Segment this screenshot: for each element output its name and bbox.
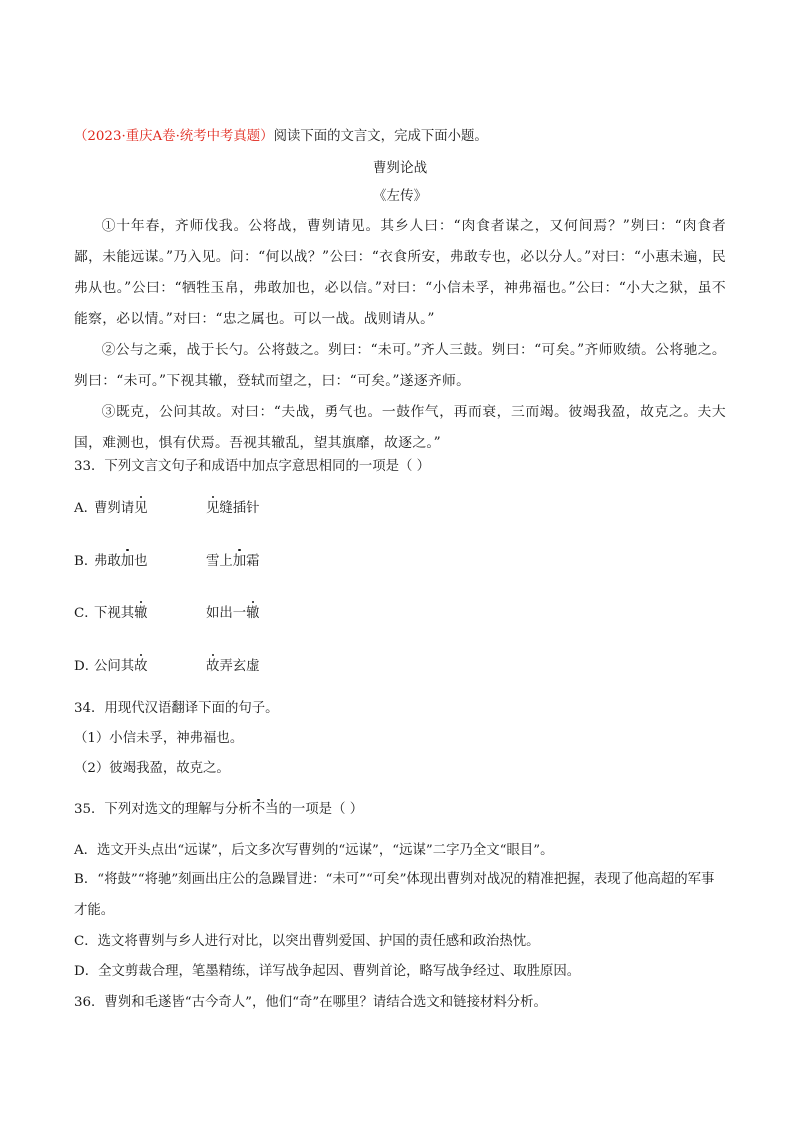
option-text: 曹刿请 xyxy=(94,501,135,516)
article-title: 曹刿论战 xyxy=(372,160,428,176)
intro-line xyxy=(74,127,488,147)
idiom-text: 霜 xyxy=(246,554,260,569)
question-33-stem: 33．下列文言文句子和成语中加点字意思相同的一项是（ ） xyxy=(74,459,431,474)
q33-option-c xyxy=(74,604,260,624)
dotted-char: 加 xyxy=(121,552,134,572)
option-text: 下视其 xyxy=(94,606,135,621)
option-letter: B． xyxy=(74,554,98,569)
q34-item-1: （1）小信未孚，神弗福也。 xyxy=(74,731,244,746)
q33-option-b xyxy=(74,552,260,572)
stem-text: 的一项是（ ） xyxy=(278,802,364,817)
question-34-stem: 34．用现代汉语翻译下面的句子。 xyxy=(74,701,279,716)
dotted-char: 当 xyxy=(265,802,279,817)
idiom-text: 雪上 xyxy=(206,554,233,569)
instruction-text: 阅读下面的文言文，完成下面小题。 xyxy=(273,129,488,144)
dotted-char: 见 xyxy=(134,499,147,519)
q33-option-d xyxy=(74,657,260,677)
dotted-char: 不 xyxy=(251,802,266,817)
q33-option-a xyxy=(74,499,260,519)
stem-text: 35．下列对选文的理解与分析 xyxy=(74,802,252,817)
article-source: 《左传》 xyxy=(372,188,428,204)
dotted-char: 故 xyxy=(134,657,147,677)
option-letter: C． xyxy=(74,606,98,621)
dotted-char: 见 xyxy=(206,499,219,519)
question-35-stem xyxy=(74,800,363,820)
dotted-char: 辙 xyxy=(134,604,147,624)
idiom-text: 缝插针 xyxy=(219,501,260,516)
idiom-text: 弄玄虚 xyxy=(219,659,260,674)
exam-source: （2023·重庆A卷·统考中考真题） xyxy=(74,129,274,144)
option-letter: D． xyxy=(74,659,99,674)
dotted-char: 辙 xyxy=(246,604,259,624)
article-paragraph-1: ①十年春，齐师伐我。公将战，曹刿请见。其乡人曰：“肉食者谋之，又何间焉？”刿曰：“肉食者鄙，未能远谋。”乃入见。问：“何以战？”公曰：“衣食所安，弗敢专也，必以分人。”对曰：“小惠未遍，民弗从也。”公曰：“牺牲玉帛，弗敢加也，必以信。”对曰：“小信未孚，神弗福也。”公曰：“小大之狱，虽不能察，必以情。”对曰：“忠之属也。可以一战。战则请从。” xyxy=(74,218,726,327)
option-text: 弗敢 xyxy=(94,554,121,569)
article-paragraph-3: ③既克，公问其故。对曰：“夫战，勇气也。一鼓作气，再而衰，三而竭。彼竭我盈，故克之。夫大国，难测也，惧有伏焉。吾视其辙乱，望其旗靡，故逐之。” xyxy=(74,404,726,451)
q34-item-2: （2）彼竭我盈，故克之。 xyxy=(74,761,230,776)
option-text: 公问其 xyxy=(94,659,135,674)
q35-option-b: B．“将鼓”“将驰”刻画出庄公的急躁冒进：“未可”“可矣”体现出曹刿对战况的精准把握，表现了他高超的军事才能。 xyxy=(74,872,715,918)
q35-option-a: A．选文开头点出“远谋”，后文多次写曹刿的“远谋”，“远谋”二字乃全文“眼目”。 xyxy=(74,843,554,858)
q35-option-d: D．全文剪裁合理，笔墨精练，详写战争起因、曹刿首论，略写战争经过、取胜原因。 xyxy=(74,964,581,979)
option-text: 也 xyxy=(134,554,148,569)
idiom-text: 如出一 xyxy=(206,606,247,621)
dotted-char: 故 xyxy=(206,657,219,677)
article-paragraph-2: ②公与之乘，战于长勺。公将鼓之。刿曰：“未可。”齐人三鼓。刿曰：“可矣。”齐师败绩。公将驰之。刿曰：“未可。”下视其辙，登轼而望之，曰：“可矣。”遂逐齐师。 xyxy=(74,342,726,389)
option-letter: A． xyxy=(74,501,98,516)
q35-option-c: C．选文将曹刿与乡人进行对比，以突出曹刿爱国、护国的责任感和政治热忱。 xyxy=(74,934,540,949)
dotted-char: 加 xyxy=(233,552,246,572)
question-36-stem: 36．曹刿和毛遂皆“古今奇人”，他们“奇”在哪里？请结合选文和链接材料分析。 xyxy=(74,995,547,1010)
